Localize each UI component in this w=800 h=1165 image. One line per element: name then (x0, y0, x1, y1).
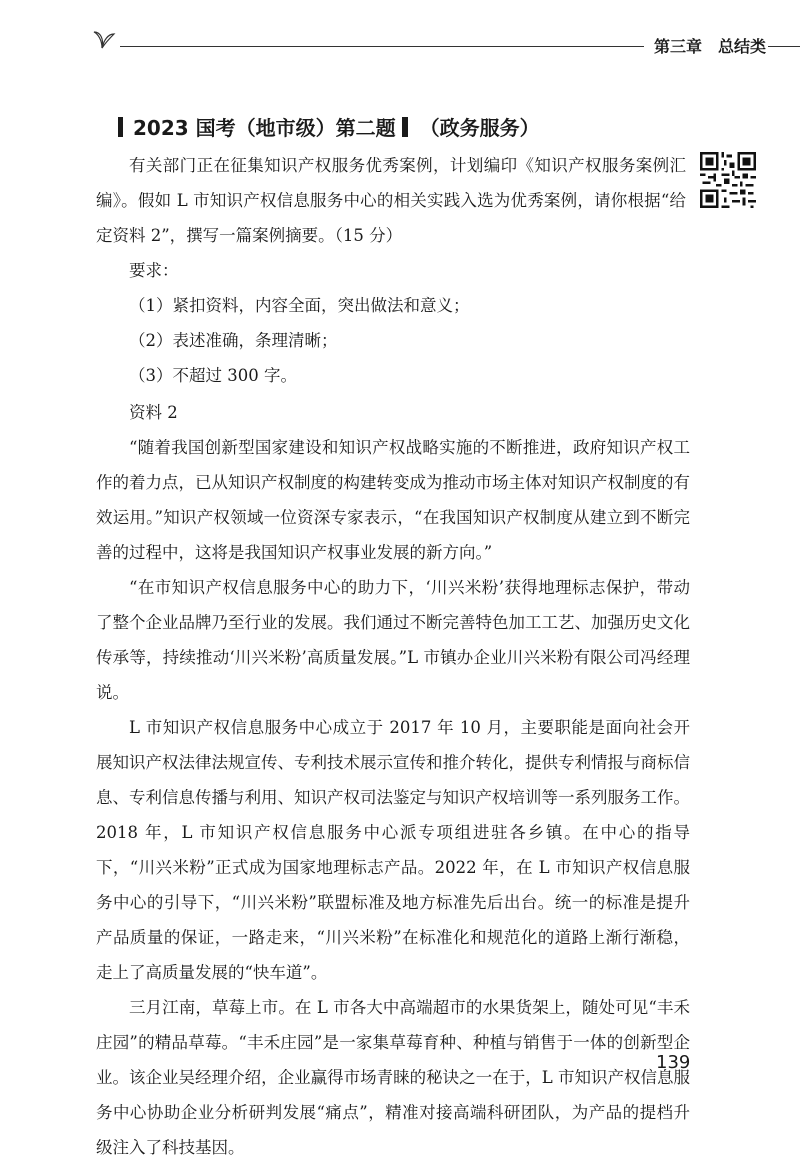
material-label: 资料 2 (129, 403, 178, 422)
chapter-title: 第三章 总结类 (654, 37, 767, 56)
requirement-item: （2）表述准确，条理清晰； (129, 331, 338, 350)
material-paragraph: “在市知识产权信息服务中心的助力下，‘川兴米粉’获得地理标志保护，带动了整个企业品牌乃至行业的发展。我们通过不断完善特色加工工艺、加强历史文化传承等，持续推动‘川兴米粉’高质量发展。”L 市镇办企业川兴米粉有限公司冯经理说。 (96, 578, 690, 702)
title-tag: （政务服务） (419, 116, 540, 140)
requirement-item: （3）不超过 300 字。 (129, 366, 297, 385)
title-main: 2023 国考（地市级）第二题 (133, 116, 396, 140)
page-number: 139 (656, 1052, 691, 1073)
material-paragraph: “随着我国创新型国家建设和知识产权战略实施的不断推进，政府知识产权工作的着力点，已从知识产权制度的构建转变成为推动市场主体对知识产权制度的有效运用。”知识产权领域一位资深专家表示，“在我国知识产权制度从建立到不断完善的过程中，这将是我国知识产权事业发展的新方向。” (96, 438, 690, 562)
page-header (92, 26, 772, 66)
title-bar-right (402, 117, 408, 137)
header-rule-right (768, 46, 800, 47)
title-bar-left (118, 117, 123, 137)
material-paragraph: L 市知识产权信息服务中心成立于 2017 年 10 月，主要职能是面向社会开展知识产权法律法规宣传、专利技术展示宣传和推介转化，提供专利情报与商标信息、专利信息传播与利用、知识产权司法鉴定与知识产权培训等一系列服务工作。2018 年，L 市知识产权信息服务中心派专项组进驻各乡镇。在中心的指导下，“川兴米粉”正式成为国家地理标志产品。2022 年，在 L 市知识产权信息服务中心的引导下，“川兴米粉”联盟标准及地方标准先后出台。统一的标准是提升产品质量的保证，一路走来，“川兴米粉”在标准化和规范化的道路上渐行渐稳，走上了高质量发展的“快车道”。 (96, 718, 690, 982)
header-rule-left (120, 46, 644, 47)
section-title (118, 112, 718, 141)
question-prompt: 有关部门正在征集知识产权服务优秀案例，计划编印《知识产权服务案例汇编》。假如 L 市知识产权信息服务中心的相关实践入选为优秀案例，请你根据“给定资料 2”，撰写一篇案例摘要。（15 分） (96, 156, 686, 245)
requirements-label: 要求： (129, 261, 179, 280)
qr-code-icon (700, 152, 756, 208)
page-body (96, 148, 690, 1165)
material-paragraph: 三月江南，草莓上市。在 L 市各大中高端超市的水果货架上，随处可见“丰禾庄园”的精品草莓。“丰禾庄园”是一家集草莓育种、种植与销售于一体的创新型企业。该企业吴经理介绍，企业赢得市场青睐的秘诀之一在于，L 市知识产权信息服务中心协助企业分析研判发展“痛点”，精准对接高端科研团队，为产品的提档升级注入了科技基因。 (96, 998, 690, 1157)
requirement-item: （1）紧扣资料，内容全面，突出做法和意义； (129, 296, 470, 315)
